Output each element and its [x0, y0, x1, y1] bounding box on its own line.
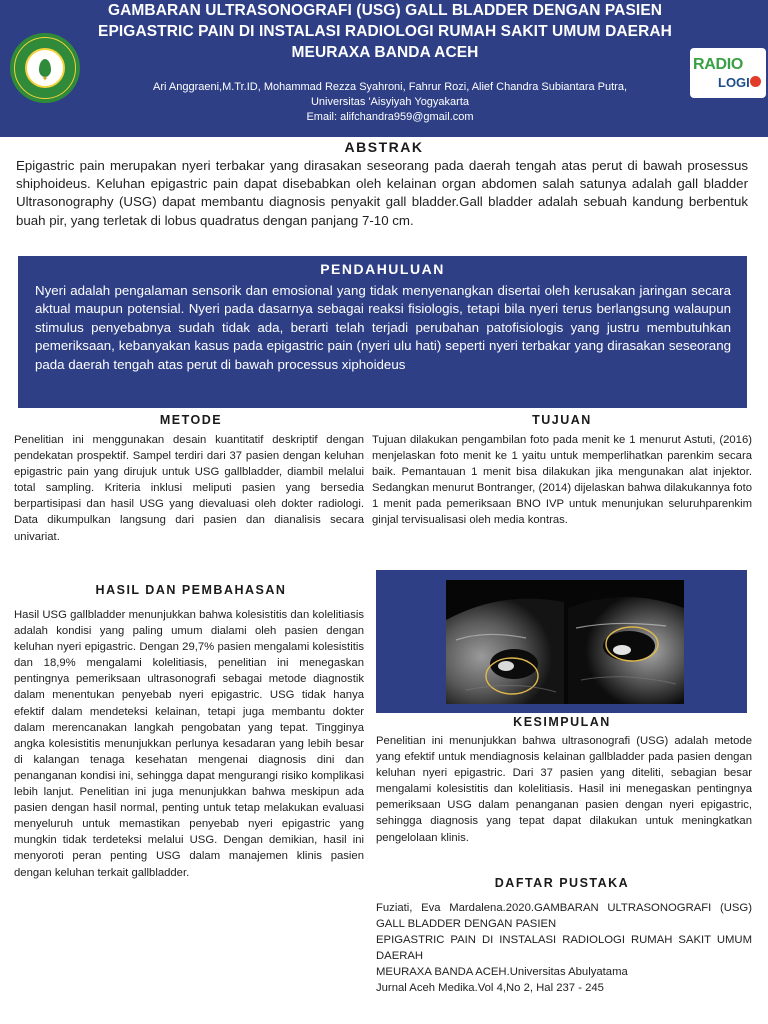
reference-line: Fuziati, Eva Mardalena.2020.GAMBARAN ULTRASONOGRAFI (USG) GALL BLADDER DENGAN PASIEN	[376, 902, 752, 931]
logo-text-radio: RADIO	[693, 56, 744, 73]
poster-header	[0, 0, 768, 137]
pendahuluan-heading: PENDAHULUAN	[320, 261, 445, 277]
ultrasound-image	[446, 580, 684, 704]
tujuan-heading: TUJUAN	[532, 413, 592, 427]
kesimpulan-body: Penelitian ini menunjukkan bahwa ultrasonografi (USG) adalah metode yang efektif untuk mendiagnosis kelainan gallbladder pada pasien dengan keluhan nyeri epigastric. Dari 37 pasien yang diteliti, sebagian besar mengalami kolesistitis dan kolelitiasis. Hasil ini menegaskan pentingnya pemeriksaan USG dalam penanganan pasien dengan nyeri epigastric, sehingga diagnosis yang tepat dapat dilakukan untuk meningkatkan pengelolaan klinis.	[376, 735, 752, 844]
affiliation-line: Universitas 'Aisyiyah Yogyakarta	[310, 96, 469, 108]
email-line: Email: alifchandra959@gmail.com	[306, 111, 474, 123]
hasil-heading: HASIL DAN PEMBAHASAN	[95, 583, 287, 597]
radiologi-logo	[690, 48, 766, 98]
reference-line: MEURAXA BANDA ACEH.Universitas Abulyatama	[376, 966, 628, 979]
pendahuluan-body: Nyeri adalah pengalaman sensorik dan emosional yang tidak menyenangkan disertai oleh kerusakan jaringan secara aktual maupun potensial. Nyeri pada dasarnya sebagai reaksi fisiologis, tetapi bila nyeri terus berlangsung walaupun stimulus penyebabnya sudah tidak ada, berarti telah terjadi perubahan patofisiologis yang justru membutuhkan pemeriksaan, kebanyakan kasus pada epigastric pain (nyeri ulu hati) seperti nyeri terbakar yang dirasakan seseorang pada daerah tengah atas perut di bawah processus xiphoideus	[35, 283, 731, 372]
pendahuluan-panel	[18, 256, 747, 408]
university-seal-icon: ✦	[10, 33, 80, 103]
metode-body: Penelitian ini menggunakan desain kuantitatif deskriptif dengan pendekatan prospektif. Sampel terdiri dari 37 pasien dengan keluhan epigastric pain yang dirujuk untuk USG gallbladder, diambil melalui total sampling. Kriteria inklusi meliputi pasien yang bersedia berpartisipasi dan hasil USG yang dievaluasi oleh dokter radiologi. Data dikumpulkan langsung dari pasien dan dianalisis secara univariat.	[14, 434, 364, 543]
metode-heading: METODE	[159, 413, 223, 427]
kesimpulan-heading: KESIMPULAN	[513, 715, 611, 729]
pustaka-heading: DAFTAR PUSTAKA	[494, 876, 630, 890]
reference-line: Jurnal Aceh Medika.Vol 4,No 2, Hal 237 - 245	[376, 982, 604, 995]
authors-line: Ari Anggraeni,M.Tr.ID, Mohammad Rezza Syahroni, Fahrur Rozi, Alief Chandra Subiantara Putra,	[152, 81, 628, 93]
reference-line: EPIGASTRIC PAIN DI INSTALASI RADIOLOGI RUMAH SAKIT UMUM DAERAH	[376, 934, 752, 963]
logo-text-logi: LOGI	[718, 75, 750, 90]
abstrak-heading: ABSTRAK	[344, 139, 424, 155]
tujuan-body: Tujuan dilakukan pengambilan foto pada menit ke 1 menurut Astuti, (2016) menjelaskan foto menit ke 1 yaitu untuk memperlihatkan parenkim secara baik. Pemantauan 1 menit bisa dilakukan jika mengunakan alat injektor. Sedangkan menurut Bontranger, (2014) dijelaskan bahwa dilakukannya foto 1 menit pada pemeriksaan BNO IVP untuk menunjukan seluruhparenkim ginjal tervisualisasi oleh media kontras.	[372, 434, 752, 527]
author-block	[90, 80, 690, 125]
poster-title: GAMBARAN ULTRASONOGRAFI (USG) GALL BLADDER DENGAN PASIEN EPIGASTRIC PAIN DI INSTALASI RADIOLOGI RUMAH SAKIT UMUM DAERAH MEURAXA BANDA ACEH	[98, 2, 672, 61]
abstrak-body: Epigastric pain merupakan nyeri terbakar yang dirasakan seseorang pada daerah tengah atas perut di bawah prosessus shiphoideus. Keluhan epigastric pain dapat disebabkan oleh kelainan organ abdomen salah satunya adalah gall bladder Ultrasonography (USG) dapat membantu diagnosis penyakit gall bladder.Gall bladder adalah sebuah kandung berbentuk buah pir, yang terletak di lobus quadratus dengan panjang 7-10 cm.	[16, 158, 748, 228]
pustaka-body	[376, 900, 752, 997]
hasil-body: Hasil USG gallbladder menunjukkan bahwa kolesistitis dan kolelitiasis adalah kondisi yang paling umum dialami oleh pasien dengan keluhan nyeri epigastric. Dengan 29,7% pasien mengalami kolesistitis dan 18,9% mengalami kolelitiasis, penelitian ini menegaskan pentingnya pemeriksaan ultrasonografi sebagai metode diagnostik dalam menentukan penyebab nyeri epigastric. USG tidak hanya efektif dalam mendeteksi kelainan, tetapi juga membantu dokter dalam merencanakan langkah pengobatan yang tepat. Tingginya angka kolesistitis menunjukkan perlunya kesadaran yang lebih besar di kalangan tenaga kesehatan mengenai diagnosis dini dan penanganan kondisi ini, sehingga dapat mengurangi risiko komplikasi lebih lanjut. Penelitian ini juga menunjukkan bahwa meskipun ada pasien dengan hasil normal, penting untuk tetap melakukan evaluasi menyeluruh untuk memastikan penyebab nyeri epigastric yang mungkin tidak terdeteksi melalui USG. Dengan demikian, hasil ini menyoroti peran penting USG dalam manajemen klinis pasien dengan keluhan terkait gallbladder.	[14, 609, 364, 879]
logo-dot-icon	[750, 76, 761, 87]
ultrasound-graphic	[446, 580, 684, 704]
